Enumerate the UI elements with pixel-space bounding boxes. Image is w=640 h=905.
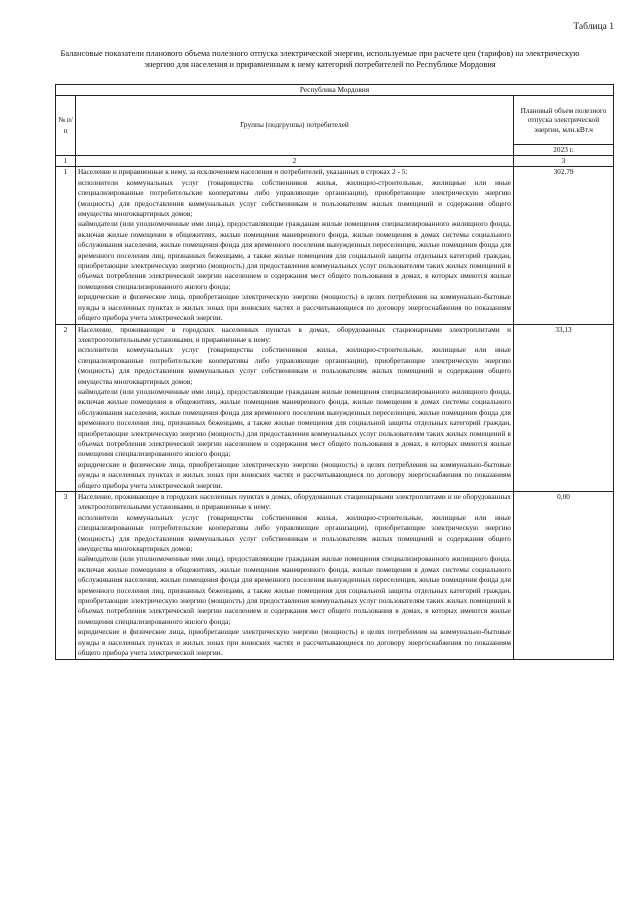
- row-number: 1: [56, 167, 76, 324]
- row-paragraph: наймодатели (или уполномоченные ими лица), предоставляющие гражданам жилые помещения специализированного жилищного фонда, включая жилые помещения в общежитиях, жилые помещения маневренного фонда, жилые помещения в домах системы социального обслуживания населения, жилые помещения фонда для временного поселения вынужденных переселенцев, жилые помещения фонда для временного поселения лиц, признанных беженцами, а также жилые помещения для социальной защиты отдельных категорий граждан, приобретающие электрическую энергию (мощность) для предоставления коммунальных услуг пользователям таких жилых помещений в объемах потребления электрической энергии населением и содержания мест общего пользования в домах, в которых имеются жилые помещения специализированного жилого фонда;: [78, 386, 511, 459]
- row-paragraph: юридические и физические лица, приобретающие электрическую энергию (мощность) в целях потребления на коммунально-бытовые нужды в населенных пунктах и жилых зонах при воинских частях и рассчитывающиеся по договору энергоснабжения по показаниям общего прибора учета электрической энергии.: [78, 459, 511, 490]
- row-value: 302,79: [513, 167, 613, 324]
- row-paragraph: юридические и физические лица, приобретающие электрическую энергию (мощность) в целях потребления на коммунально-бытовые нужды в населенных пунктах и жилых зонах при воинских частях и рассчитывающиеся по договору энергоснабжения по показаниям общего прибора учета электрической энергии.: [78, 292, 511, 323]
- col-num-header: № п/п: [56, 96, 76, 156]
- row-paragraph: юридические и физические лица, приобретающие электрическую энергию (мощность) в целях потребления на коммунально-бытовые нужды в населенных пунктах и жилых зонах при воинских частях и рассчитывающиеся по договору энергоснабжения по показаниям общего прибора учета электрической энергии.: [78, 627, 511, 658]
- row-paragraph: исполнители коммунальных услуг (товарищества собственников жилья, жилищно-строительные, жилищные или иные специализированные потребительские кооперативы либо управляющие организации), приобретающие электрическую энергию (мощность) для предоставления коммунальных услуг собственникам и пользователям жилых помещений и содержания общего имущества многоквартирных домов;: [78, 512, 511, 554]
- table-row: [56, 492, 614, 660]
- row-description: [76, 492, 514, 660]
- table-label: Таблица 1: [573, 22, 614, 32]
- row-paragraph: Население, проживающее в городских населенных пунктах в домах, оборудованных стационарными электроплитами и электроотопительными установками, и приравненные к нему:: [78, 324, 511, 344]
- row-paragraph: наймодатели (или уполномоченные ими лица), предоставляющие гражданам жилые помещения специализированного жилищного фонда, включая жилые помещения в общежитиях, жилые помещения маневренного фонда, жилые помещения в домах системы социального обслуживания населения, жилые помещения фонда для временного поселения вынужденных переселенцев, жилые помещения фонда для временного поселения лиц, признанных беженцами, а также жилые помещения для социальной защиты отдельных категорий граждан, приобретающие электрическую энергию (мощность) для предоставления коммунальных услуг пользователям таких жилых помещений в объемах потребления электрической энергии населением и содержания мест общего пользования в домах, в которых имеются жилые помещения специализированного жилого фонда;: [78, 554, 511, 626]
- row-value: 33,13: [513, 324, 613, 492]
- row-paragraph: наймодатели (или уполномоченные ими лица), предоставляющие гражданам жилые помещения специализированного жилищного фонда, включая жилые помещения в общежитиях, жилые помещения маневренного фонда, жилые помещения в домах системы социального обслуживания населения, жилые помещения фонда для временного поселения вынужденных переселенцев, жилые помещения фонда для временного поселения лиц, признанных беженцами, а также жилые помещения для социальной защиты отдельных категорий граждан, приобретающие электрическую энергию (мощность) для предоставления коммунальных услуг пользователям таких жилых помещений в объемах потребления электрической энергии населением и содержания мест общего пользования в домах, в которых имеются жилые помещения специализированного жилого фонда;: [78, 219, 511, 291]
- row-description: [76, 324, 514, 492]
- table-caption: Балансовые показатели планового объема полезного отпуска электрической энергии, используемые при расчете цен (тарифов) на электрическую энергию для населения и приравненным к нему категорий потребителей по Республике Мордовия: [60, 49, 580, 69]
- col-volume-header: Плановый объем полезного отпуска электрической энергии, млн.кВт.ч: [513, 96, 613, 145]
- column-index: 2: [76, 156, 514, 167]
- region-header: Республика Мордовия: [56, 85, 614, 96]
- row-description: [76, 167, 514, 324]
- column-index: 1: [56, 156, 76, 167]
- row-paragraph: исполнители коммунальных услуг (товарищества собственников жилья, жилищно-строительные, жилищные или иные специализированные потребительские кооперативы либо управляющие организации), приобретающие электрическую энергию (мощность) для предоставления коммунальных услуг собственникам и пользователям жилых помещений и содержания общего имущества многоквартирных домов;: [78, 177, 511, 219]
- row-paragraph: Население и приравненные к нему, за исключением населения и потребителей, указанных в строках 2 - 5:: [78, 167, 408, 177]
- table-row: [56, 167, 614, 324]
- row-paragraph: исполнители коммунальных услуг (товарищества собственников жилья, жилищно-строительные, жилищные или иные специализированные потребительские кооперативы либо управляющие организации), приобретающие электрическую энергию (мощность) для предоставления коммунальных услуг собственникам и пользователям жилых помещений и содержания общего имущества многоквартирных домов;: [78, 345, 511, 386]
- row-number: 2: [56, 324, 76, 492]
- row-paragraph: Население, проживающее в городских населенных пунктах в домах, оборудованных стационарными электроплитами и не оборудованных электроотопительными установками, и приравненные к нему:: [78, 492, 511, 512]
- row-value: 0,00: [513, 492, 613, 660]
- col-groups-header: Группы (подгруппы) потребителей: [76, 96, 514, 156]
- year-header: 2023 г.: [513, 145, 613, 156]
- table-row: [56, 324, 614, 492]
- tariff-table: [55, 84, 614, 660]
- row-number: 3: [56, 492, 76, 660]
- column-index: 3: [513, 156, 613, 167]
- column-index-row: [56, 156, 614, 167]
